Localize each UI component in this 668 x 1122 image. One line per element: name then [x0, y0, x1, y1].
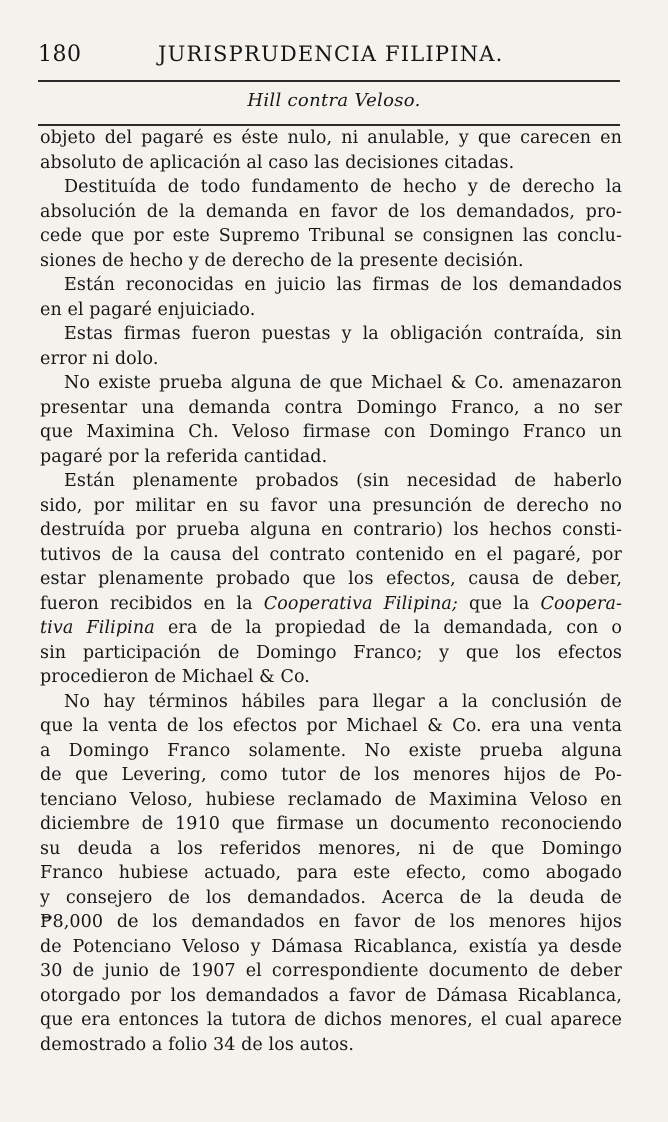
text-line: Franco hubiese actuado, para este efecto, como abogado: [40, 863, 622, 883]
text-line: error ni dolo.: [40, 348, 159, 369]
text-line: a Domingo Franco solamente. No existe prueba alguna: [40, 740, 622, 761]
text-line: que Maximina Ch. Veloso firmase con Domingo Franco un: [40, 422, 622, 442]
text-line: otorgado por los demandados a favor de Dámasa Ricablanca,: [40, 985, 622, 1006]
text-line: que la venta de los efectos por Michael & Co. era una venta: [40, 716, 622, 736]
text-line: sin participación de Domingo Franco; y que los efectos: [40, 642, 622, 663]
italic-run: Coopera-: [540, 593, 623, 614]
text-line-mixed: [40, 592, 622, 617]
text-line: estar plenamente probado que los efectos, causa de deber,: [40, 569, 622, 589]
text-line: Estas firmas fueron puestas y la obligación contraída, sin: [64, 324, 622, 344]
text-line: absolución de la demanda en favor de los demandados, pro-: [40, 201, 622, 222]
page-header: [38, 42, 620, 82]
text-line: pagaré por la referida cantidad.: [40, 446, 328, 467]
body-text: [40, 126, 622, 1057]
text-line: de que Levering, como tutor de los menores hijos de Po-: [40, 765, 622, 785]
text-line: tenciano Veloso, hubiese reclamado de Maximina Veloso en: [40, 789, 622, 810]
text-run: que la: [457, 593, 541, 614]
header-rule: [38, 80, 620, 82]
running-title: JURISPRUDENCIA FILIPINA.: [158, 42, 504, 66]
text-line: que era entonces la tutora de dichos menores, el cual aparece: [40, 1010, 622, 1030]
text-line: diciembre de 1910 que firmase un documento reconociendo: [40, 814, 622, 834]
text-line: en el pagaré enjuiciado.: [40, 299, 256, 320]
text-line: No existe prueba alguna de que Michael & Co. amenazaron: [64, 373, 622, 393]
text-line: Están plenamente probados (sin necesidad de haberlo: [64, 471, 622, 491]
italic-run: Cooperativa Filipina;: [263, 593, 458, 614]
text-run: fueron recibidos en la: [40, 593, 264, 614]
case-title: Hill contra Veloso.: [247, 90, 421, 111]
text-line: tutivos de la causa del contrato contenido en el pagaré, por: [40, 544, 622, 565]
text-line: su deuda a los referidos menores, ni de que Domingo: [40, 838, 622, 859]
text-line: objeto del pagaré es éste nulo, ni anulable, y que carecen en: [40, 128, 622, 148]
text-line-mixed: [40, 616, 622, 641]
page-number: 180: [38, 42, 82, 67]
text-line: Destituída de todo fundamento de hecho y de derecho la: [64, 177, 622, 197]
text-line: procedieron de Michael & Co.: [40, 667, 310, 687]
text-line: absoluto de aplicación al caso las decisiones citadas.: [40, 152, 515, 173]
text-line: 30 de junio de 1907 el correspondiente documento de deber: [40, 961, 622, 981]
text-line: destruída por prueba alguna en contrario) los hechos consti-: [40, 520, 622, 540]
text-line: y consejero de los demandados. Acerca de la deuda de: [40, 887, 622, 908]
text-line: de Potenciano Veloso y Dámasa Ricablanca, existía ya desde: [40, 936, 622, 957]
text-line: Están reconocidas en juicio las firmas de los demandados: [64, 275, 622, 295]
text-line: siones de hecho y de derecho de la presente decisión.: [40, 250, 524, 271]
text-line: presentar una demanda contra Domingo Franco, a no ser: [40, 397, 622, 418]
text-line: demostrado a folio 34 de los autos.: [40, 1034, 355, 1055]
text-run: era de la propiedad de la demandada, con o: [154, 618, 622, 638]
text-line: sido, por militar en su favor una presunción de derecho no: [40, 495, 622, 516]
text-line: cede que por este Supremo Tribunal se consignen las conclu-: [40, 226, 622, 246]
text-line: No hay términos hábiles para llegar a la conclusión de: [64, 691, 622, 712]
text-line: ₱8,000 de los demandados en favor de los menores hijos: [40, 912, 622, 932]
italic-run: tiva Filipina: [40, 618, 155, 638]
